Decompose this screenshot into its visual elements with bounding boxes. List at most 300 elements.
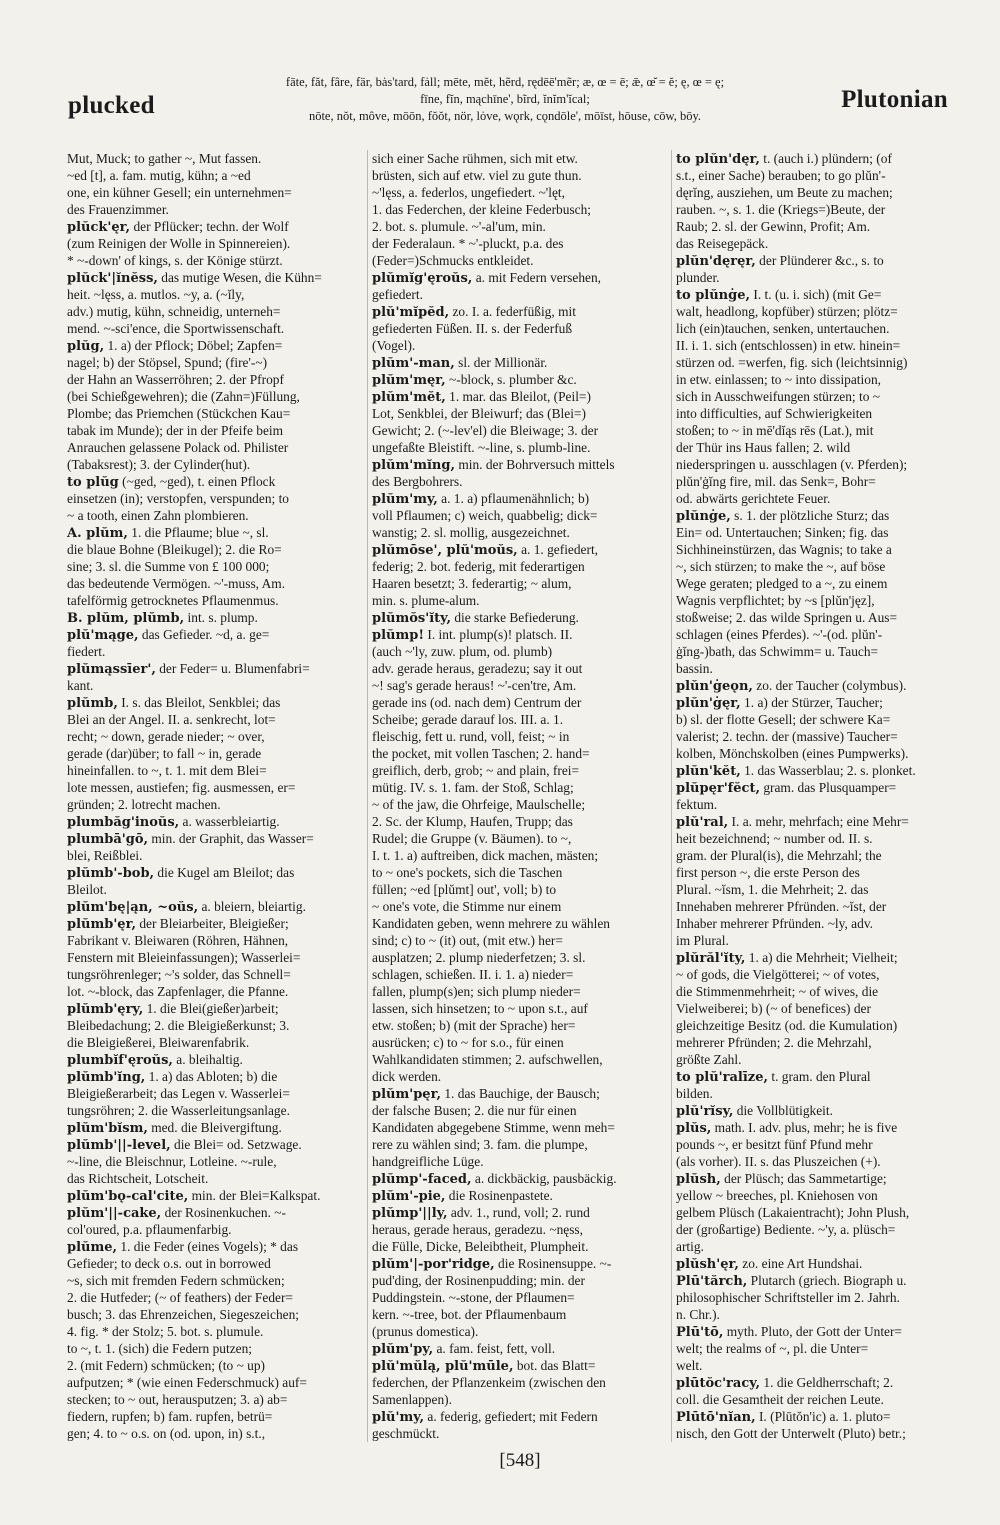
entry-text: ~ one's vote, die Stimme nur einem: [372, 899, 562, 914]
headword: plŭ'my,: [372, 1410, 425, 1425]
text-line: [676, 830, 968, 847]
text-line: [372, 932, 666, 949]
entry-text: mehrerer Pfründen; 2. die Mehrzahl,: [676, 1035, 872, 1050]
entry-text: ~-line, die Bleischnur, Lotleine. ~-rule,: [67, 1154, 277, 1169]
text-line: [676, 371, 968, 388]
text-line: [67, 1391, 363, 1408]
headword: plŭ'mŭlą, plŭ'mūle,: [372, 1359, 514, 1374]
text-line: [676, 507, 968, 524]
entry-text: fleischig, fett u. rund, voll, feist; ~ in: [372, 729, 570, 744]
entry-text: lot. ~-block, das Zapfenlager, die Pfanne.: [67, 984, 289, 999]
text-line: [372, 167, 666, 184]
text-line: [67, 558, 363, 575]
entry-text: Kandidaten geben, wenn mehrere zu wählen: [372, 916, 610, 931]
text-line: [676, 456, 968, 473]
entry-text: med. die Bleivergiftung.: [147, 1120, 282, 1135]
headword: plŭme,: [67, 1240, 118, 1255]
entry-text: Vielweiberei; b) (~ of benefices) der: [676, 1001, 871, 1016]
text-line: [372, 745, 666, 762]
text-line: [67, 337, 363, 354]
text-line: [372, 643, 666, 660]
text-line: [67, 303, 363, 320]
pronunciation-key-line: fīne, fĭn, mąchīne', bĩrd, ĭnĭm'ĭcal;: [420, 92, 590, 106]
entry-text: one, ein kühner Gesell; ein unternehmen=: [67, 185, 292, 200]
entry-text: Lot, Senkblei, der Bleiwurf; das (Blei=): [372, 406, 586, 421]
text-line: [372, 660, 666, 677]
entry-text: * ~-down' of kings, s. der Könige stürzt.: [67, 253, 283, 268]
entry-text: in etw. einlassen; to ~ into dissipation,: [676, 372, 881, 387]
headword: plŭmb'ęr,: [67, 917, 137, 932]
text-line: [676, 1306, 968, 1323]
headword: plŭmb'||-level,: [67, 1138, 171, 1153]
entry-text: plunder.: [676, 270, 720, 285]
entry-text: der (großartige) Bediente. ~'y, a. plüsch=: [676, 1222, 896, 1237]
text-line: [676, 269, 968, 286]
text-line: [372, 966, 666, 983]
entry-text: Ein= od. Untertauchen; Sinken; fig. das: [676, 525, 889, 540]
text-line: [67, 1272, 363, 1289]
entry-text: coll. die Gesamtheit der reichen Leute.: [676, 1392, 884, 1407]
entry-text: a. dickbäckig, pausbäckig.: [471, 1171, 617, 1186]
right-guide-word: Plutonian: [841, 86, 948, 113]
entry-text: Haaren besetzt; 3. federartig; ~ alum,: [372, 576, 572, 591]
entry-text: (auch ~'ly, zuw. plum, od. plumb): [372, 644, 553, 659]
text-line: [372, 898, 666, 915]
entry-text: federchen, der Pflanzenkeim (zwischen den: [372, 1375, 606, 1390]
text-line: [676, 1272, 968, 1289]
entry-text: das mutige Wesen, die Kühn=: [157, 270, 322, 285]
text-line: [676, 915, 968, 932]
text-line: [67, 847, 363, 864]
text-line: [67, 1119, 363, 1136]
entry-text: Raub; 2. sl. der Gewinn, Profit; Am.: [676, 219, 871, 234]
entry-text: I. s. das Bleilot, Senkblei; das: [117, 695, 281, 710]
entry-text: nagel; b) der Stöpsel, Spund; (fire'-~): [67, 355, 268, 370]
entry-text: Plutarch (griech. Biograph u.: [747, 1273, 907, 1288]
text-line: [372, 473, 666, 490]
headword: plŭsh'ęr,: [676, 1257, 739, 1272]
text-line: [67, 745, 363, 762]
entry-text: fektum.: [676, 797, 718, 812]
entry-text: die blaue Bohne (Bleikugel); 2. die Ro=: [67, 542, 282, 557]
text-line: [67, 575, 363, 592]
text-line: [372, 1000, 666, 1017]
headword: plŭn'ġeǫn,: [676, 679, 753, 694]
text-line: [67, 286, 363, 303]
headword: B. plŭm, plŭmb,: [67, 611, 185, 626]
entry-text: die Blei= od. Setzwage.: [170, 1137, 302, 1152]
text-line: [67, 881, 363, 898]
text-line: [372, 1204, 666, 1221]
text-line: [676, 303, 968, 320]
text-line: [676, 184, 968, 201]
text-line: [67, 864, 363, 881]
entry-text: gerade (dar)über; to fall ~ in, gerade: [67, 746, 262, 761]
entry-text: pud'ding, der Rosinenpudding; min. der: [372, 1273, 585, 1288]
text-line: [67, 1323, 363, 1340]
entry-text: 1. die Geldherrschaft; 2.: [760, 1375, 894, 1390]
entry-text: Wahlkandidaten stimmen; 2. aufschwellen,: [372, 1052, 603, 1067]
entry-text: (als vorher). II. s. das Pluszeichen (+).: [676, 1154, 881, 1169]
headword: plŭmp!: [372, 628, 425, 643]
text-line: [372, 694, 666, 711]
text-line: [67, 626, 363, 643]
text-line: [67, 1306, 363, 1323]
entry-text: gram. das Plusquamper=: [759, 780, 897, 795]
headword: plŭmp'-faced,: [372, 1172, 472, 1187]
headword: plŭm'bę|ąn, ~oŭs,: [67, 900, 199, 915]
entry-text: sine; 3. sl. die Summe von £ 100 000;: [67, 559, 270, 574]
entry-text: (prunus domestica).: [372, 1324, 479, 1339]
text-line: [676, 898, 968, 915]
headword: plŭm'męr,: [372, 373, 446, 388]
text-line: [67, 371, 363, 388]
text-line: [67, 728, 363, 745]
text-line: [67, 167, 363, 184]
text-line: [676, 320, 968, 337]
column-divider: [367, 150, 368, 1442]
entry-text: sl. der Millionär.: [454, 355, 548, 370]
entry-text: tafelförmig getrocknetes Pflaumenmus.: [67, 593, 279, 608]
text-line: [67, 405, 363, 422]
entry-text: heit bezeichnend; ~ number od. II. s.: [676, 831, 873, 846]
text-line: [676, 1187, 968, 1204]
entry-text: a. federig, gefiedert; mit Federn: [424, 1409, 598, 1424]
entry-text: die Vollblütigkeit.: [733, 1103, 833, 1118]
entry-text: Plural. ~ĭsm, 1. die Mehrheit; 2. das: [676, 882, 869, 897]
entry-text: Inhaber mehrerer Pfründen. ~ly, adv.: [676, 916, 873, 931]
entry-text: lote messen, austiefen; fig. ausmessen, er=: [67, 780, 296, 795]
text-line: [676, 864, 968, 881]
text-line: [676, 796, 968, 813]
text-line: [67, 388, 363, 405]
headword: plŭm'bĭsm,: [67, 1121, 148, 1136]
headword: plŭm'mĕt,: [372, 390, 446, 405]
headword: plŭmp'||ly,: [372, 1206, 448, 1221]
text-line: [372, 1238, 666, 1255]
text-line: [67, 184, 363, 201]
entry-text: sich einer Sache rühmen, sich mit etw.: [372, 151, 578, 166]
text-line: [676, 235, 968, 252]
entry-text: ausplatzen; 2. plump niederfetzen; 3. sl.: [372, 950, 586, 965]
entry-text: stoßweise; 2. das wilde Springen u. Aus=: [676, 610, 898, 625]
text-line: [372, 728, 666, 745]
entry-text: II. i. 1. sich (entschlossen) in etw. hinein=: [676, 338, 901, 353]
text-line: [676, 932, 968, 949]
entry-text: stoßen; to ~ in mē'dĭąs rēs (Lat.), mit: [676, 423, 874, 438]
entry-text: yellow ~ breeches, pl. Kniehosen von: [676, 1188, 878, 1203]
headword: plŭmĭg'ęroŭs,: [372, 271, 473, 286]
entry-text: Fabrikant v. Bleiwaren (Röhren, Hähnen,: [67, 933, 289, 948]
entry-text: ungefaßte Bleistift. ~-line, s. plumb-line.: [372, 440, 591, 455]
text-line: [372, 1391, 666, 1408]
text-line: [676, 1374, 968, 1391]
entry-text: der Hahn an Wasserröhren; 2. der Pfropf: [67, 372, 284, 387]
text-line: [676, 1204, 968, 1221]
text-line: [372, 1408, 666, 1425]
column-divider: [671, 150, 672, 1442]
entry-text: sich in Ausschweifungen stürzen; to ~: [676, 389, 880, 404]
entry-text: lassen, sich hinsetzen; to ~ upon s.t., auf: [372, 1001, 588, 1016]
entry-text: ~! sag's gerade heraus! ~'-cen'tre, Am.: [372, 678, 577, 693]
entry-text: Puddingstein. ~-stone, der Pflaumen=: [372, 1290, 575, 1305]
entry-text: 2. Sc. der Klump, Haufen, Trupp; das: [372, 814, 573, 829]
entry-text: adv. gerade heraus, geradezu; say it out: [372, 661, 583, 676]
text-line: [372, 1323, 666, 1340]
entry-text: Wagnis verpflichtet; by ~s [plŭn'jęz],: [676, 593, 875, 608]
headword: plŭm'py,: [372, 1342, 434, 1357]
headword: plŭnġe,: [676, 509, 731, 524]
entry-text: mütig. IV. s. 1. fam. der Stoß, Schlag;: [372, 780, 574, 795]
text-line: [372, 1221, 666, 1238]
text-line: [67, 949, 363, 966]
text-line: [67, 150, 363, 167]
entry-text: (~ged, ~ged), t. einen Pflock: [118, 474, 276, 489]
entry-text: t. (auch i.) plündern; (of: [759, 151, 892, 166]
entry-text: min. der Bohrversuch mittels: [454, 457, 615, 472]
text-line: [372, 507, 666, 524]
entry-text: kolben, Mönchskolben (eines Pumpwerks).: [676, 746, 909, 761]
text-line: [372, 456, 666, 473]
text-line: [67, 643, 363, 660]
entry-text: 2. die Hutfeder; (~ of feathers) der Feder=: [67, 1290, 293, 1305]
text-line: [676, 1051, 968, 1068]
headword: plŭg,: [67, 339, 105, 354]
text-line: [67, 762, 363, 779]
entry-text: rauben. ~, s. 1. die (Kriegs=)Beute, der: [676, 202, 886, 217]
text-line: [676, 252, 968, 269]
text-line: [67, 201, 363, 218]
pronunciation-key-line: fāte, făt, fâre, fär, bȧs'tard, fȧll; mēte, mĕt, hẽrd, rędēē'mẽr; æ, œ = ē; ǣ, œ̆ = ĕ; ę, œ = ę;: [285, 75, 725, 89]
entry-text: 1. a) der Pflock; Döbel; Zapfen=: [104, 338, 283, 353]
text-line: [67, 592, 363, 609]
entry-text: des Frauenzimmer.: [67, 202, 169, 217]
text-line: [67, 1408, 363, 1425]
text-line: [676, 201, 968, 218]
text-line: [372, 762, 666, 779]
entry-text: aufputzen; * (wie einen Federschmuck) auf=: [67, 1375, 307, 1390]
text-line: [372, 1170, 666, 1187]
text-line: [372, 1187, 666, 1204]
text-line: [676, 541, 968, 558]
headword: plŭn'kĕt,: [676, 764, 741, 779]
entry-text: ~ a tooth, einen Zahn plombieren.: [67, 508, 249, 523]
entry-text: Kandidaten abgegebene Stimme, wenn meh=: [372, 1120, 615, 1135]
headword: to plŭnġe,: [676, 288, 751, 303]
entry-text: 1. das Wasserblau; 2. s. plonket.: [740, 763, 916, 778]
text-line: [67, 473, 363, 490]
headword: plŭm'-pie,: [372, 1189, 446, 1204]
text-line: [67, 1051, 363, 1068]
text-line: [372, 1017, 666, 1034]
text-line: [372, 218, 666, 235]
entry-text: voll Pflaumen; c) weich, quabbelig; dick=: [372, 508, 598, 523]
entry-text: 2. (mit Federn) schmücken; (to ~ up): [67, 1358, 266, 1373]
text-line: [67, 524, 363, 541]
entry-text: plŭn'ġĭng fire, mil. das Senk=, Bohr=: [676, 474, 876, 489]
text-line: [676, 1323, 968, 1340]
text-line: [372, 1306, 666, 1323]
text-line: [67, 320, 363, 337]
text-line: [676, 660, 968, 677]
text-line: [67, 439, 363, 456]
entry-text: der Feder= u. Blumenfabri=: [155, 661, 310, 676]
text-line: [67, 218, 363, 235]
entry-text: die starke Befiederung.: [450, 610, 579, 625]
entry-text: gram. der Plural(is), die Mehrzahl; the: [676, 848, 882, 863]
text-line: [372, 1034, 666, 1051]
entry-text: s.t., einer Sache) berauben; to go plŭn'-: [676, 168, 886, 183]
text-line: [676, 1000, 968, 1017]
entry-text: stecken; to ~ out, herausputzen; 3. a) ab=: [67, 1392, 288, 1407]
text-line: [372, 150, 666, 167]
text-line: [372, 388, 666, 405]
text-line: [676, 1340, 968, 1357]
entry-text: fiedern, rupfen; b) fam. rupfen, betrü=: [67, 1409, 273, 1424]
headword: plŭs,: [676, 1121, 712, 1136]
text-line: [676, 1255, 968, 1272]
text-line: [372, 983, 666, 1000]
text-line: [676, 524, 968, 541]
text-line: [676, 1068, 968, 1085]
headword: plŭrăl'ĭty,: [676, 951, 746, 966]
text-line: [676, 1102, 968, 1119]
entry-text: ausrücken; c) to ~ for s.o., für einen: [372, 1035, 564, 1050]
text-line: [676, 150, 968, 167]
column-3: [676, 150, 968, 1445]
entry-text: the pocket, mit vollen Taschen; 2. hand=: [372, 746, 590, 761]
entry-text: ~ed [t], a. fam. mutig, kühn; a ~ed: [67, 168, 251, 183]
text-line: [67, 1374, 363, 1391]
entry-text: tungsröhrenleger; ~'s solder, das Schnell=: [67, 967, 291, 982]
text-line: [676, 694, 968, 711]
text-line: [676, 779, 968, 796]
text-line: [67, 1289, 363, 1306]
entry-text: das Reisegepäck.: [676, 236, 769, 251]
entry-text: die Rosinenpastete.: [445, 1188, 553, 1203]
headword: Plū'tărch,: [676, 1274, 748, 1289]
text-line: [372, 575, 666, 592]
entry-text: Innehaben mehrerer Pfründen. ~ĭst, der: [676, 899, 887, 914]
entry-text: ~ of gods, die Vielgötterei; ~ of votes,: [676, 967, 880, 982]
text-line: [67, 252, 363, 269]
entry-text: der Rosinenkuchen. ~-: [161, 1205, 286, 1220]
text-line: [372, 711, 666, 728]
text-line: [676, 422, 968, 439]
entry-text: fiedert.: [67, 644, 106, 659]
text-line: [372, 201, 666, 218]
text-line: [67, 269, 363, 286]
entry-text: mend. ~-sci'ence, die Sportwissenschaft.: [67, 321, 285, 336]
entry-text: to ~ one's pockets, sich die Taschen: [372, 865, 563, 880]
entry-text: gefiederten Füßen. II. s. der Federfuß: [372, 321, 573, 336]
text-line: [67, 1187, 363, 1204]
left-guide-word: plucked: [68, 92, 155, 119]
entry-text: into difficulties, auf Schwierigkeiten: [676, 406, 873, 421]
text-line: [676, 745, 968, 762]
entry-text: das Richtscheit, Lotscheit.: [67, 1171, 209, 1186]
text-line: [67, 1170, 363, 1187]
text-line: [372, 830, 666, 847]
entry-text: I. (Plūtŏn'ic) a. 1. pluto=: [755, 1409, 891, 1424]
text-line: [372, 252, 666, 269]
entry-text: Samenlappen).: [372, 1392, 452, 1407]
text-line: [372, 847, 666, 864]
headword: plŭmb,: [67, 696, 118, 711]
entry-text: dick werden.: [372, 1069, 442, 1084]
headword: Plūtō'nĭan,: [676, 1410, 756, 1425]
entry-text: busch; 3. das Ehrenzeichen, Siegeszeichen;: [67, 1307, 300, 1322]
text-line: [372, 1051, 666, 1068]
entry-text: a. 1. gefiedert,: [517, 542, 599, 557]
text-line: [67, 1221, 363, 1238]
headword: plŭm'pęr,: [372, 1087, 442, 1102]
headword: plŭn'ġęr,: [676, 696, 741, 711]
text-line: [372, 779, 666, 796]
text-line: [67, 1153, 363, 1170]
text-line: [676, 1170, 968, 1187]
entry-text: a. fam. feist, fett, voll.: [433, 1341, 556, 1356]
text-line: [67, 490, 363, 507]
entry-text: Sichhineinstürzen, das Wagnis; to take a: [676, 542, 892, 557]
entry-text: Mut, Muck; to gather ~, Mut fassen.: [67, 151, 262, 166]
entry-text: wanstig; 2. sl. mollig, ausgezeichnet.: [372, 525, 570, 540]
entry-text: 1. die Pflaume; blue ~, sl.: [127, 525, 269, 540]
entry-text: der Pflücker; techn. der Wolf: [130, 219, 289, 234]
entry-text: Scheibe; gerade darauf los. III. a. 1.: [372, 712, 564, 727]
entry-text: geschmückt.: [372, 1426, 440, 1441]
text-line: [67, 966, 363, 983]
entry-text: myth. Pluto, der Gott der Unter=: [723, 1324, 902, 1339]
entry-text: pounds ~, er besitzt fünf Pfund mehr: [676, 1137, 873, 1152]
headword: plŭck'ęr,: [67, 220, 131, 235]
entry-text: dęrĭng, ausziehen, um Beute zu machen;: [676, 185, 893, 200]
text-line: [67, 609, 363, 626]
text-line: [372, 796, 666, 813]
entry-text: I. int. plump(s)! platsch. II.: [424, 627, 573, 642]
headword: plŭm'-man,: [372, 356, 455, 371]
headword: plŭ'ral,: [676, 815, 729, 830]
entry-text: ~ of the jaw, die Ohrfeige, Maulschelle;: [372, 797, 586, 812]
text-line: [676, 1425, 968, 1442]
text-line: [372, 949, 666, 966]
entry-text: füllen; ~ed [plŭmt] out', voll; b) to: [372, 882, 557, 897]
entry-text: s. 1. der plötzliche Sturz; das: [730, 508, 890, 523]
entry-text: die Rosinensuppe. ~-: [494, 1256, 612, 1271]
text-line: [372, 320, 666, 337]
entry-text: die Bleigießerei, Bleiwarenfabrik.: [67, 1035, 250, 1050]
page-number: [548]: [499, 1450, 541, 1471]
text-line: [676, 286, 968, 303]
entry-text: math. I. adv. plus, mehr; he is five: [711, 1120, 898, 1135]
text-line: [372, 490, 666, 507]
headword: to plŭg: [67, 475, 119, 490]
text-line: [676, 1119, 968, 1136]
entry-text: t. gram. den Plural: [768, 1069, 871, 1084]
entry-text: das bedeutende Vermögen. ~'-muss, Am.: [67, 576, 286, 591]
text-line: [372, 235, 666, 252]
text-line: [67, 813, 363, 830]
entry-text: ~s, sich mit fremden Federn schmücken;: [67, 1273, 285, 1288]
entry-text: sind; c) to ~ (it) out, (mit etw.) her=: [372, 933, 563, 948]
text-line: [372, 184, 666, 201]
headword: plŭmōse', plŭ'moŭs,: [372, 543, 518, 558]
text-line: [67, 915, 363, 932]
entry-text: tungsröhren; 2. die Wasserleitungsanlage.: [67, 1103, 290, 1118]
entry-text: der Plünderer &c., s. to: [755, 253, 884, 268]
entry-text: Bleigießerarbeit; das Legen v. Wasserlei=: [67, 1086, 290, 1101]
text-line: [676, 847, 968, 864]
